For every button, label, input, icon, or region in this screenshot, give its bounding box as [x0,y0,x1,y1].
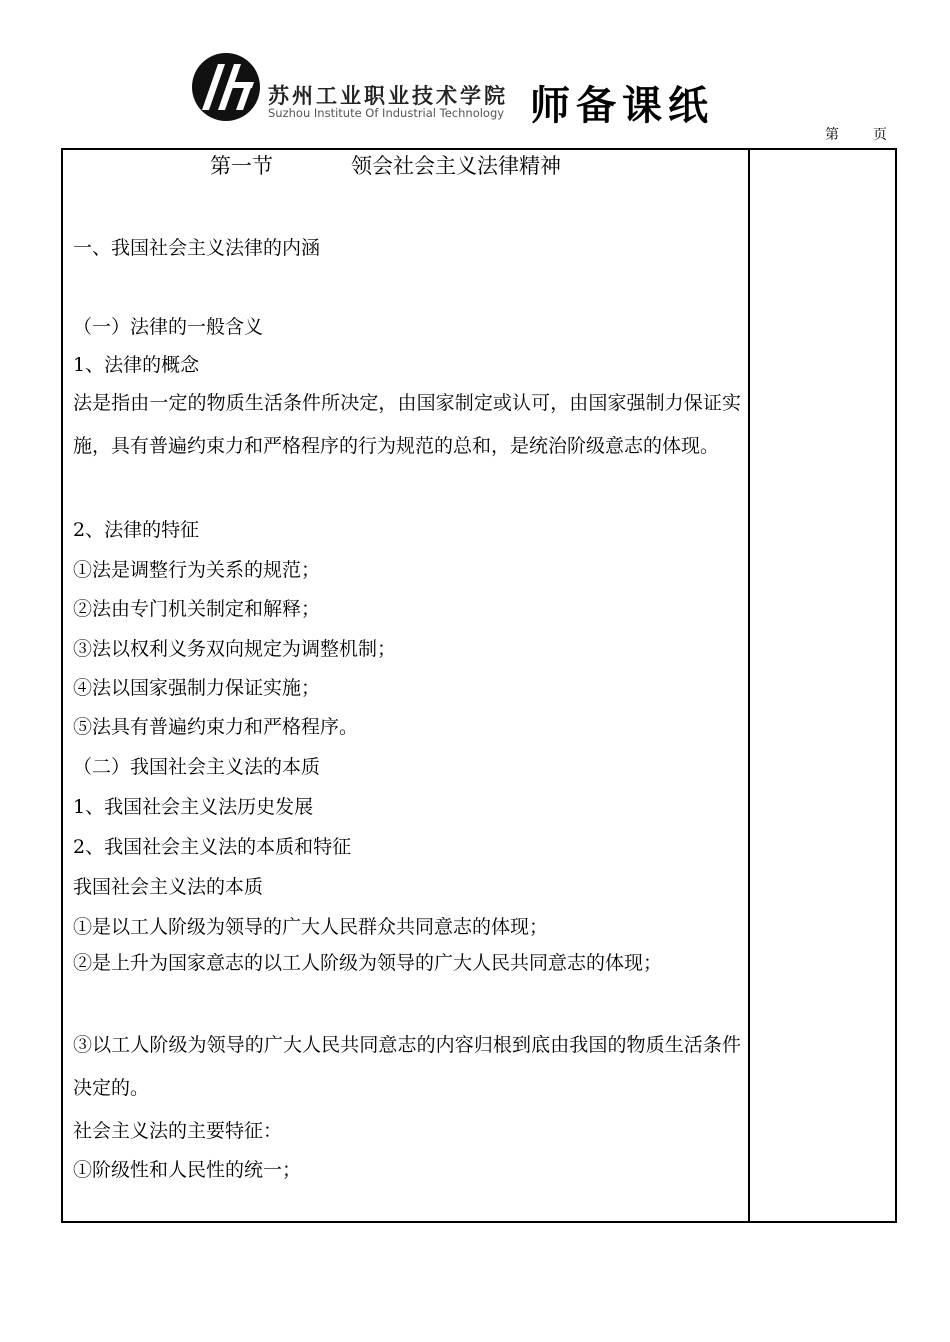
essence-point: ①是以工人阶级为领导的广大人民群众共同意志的体现； [73,916,549,938]
school-name-en: Suzhou Institute Of Industrial Technology [268,106,505,120]
section-title: 领会社会主义法律精神 [351,154,561,178]
page-number-prefix: 第 [825,127,839,143]
school-logo-icon [188,52,264,122]
trait-item: ①阶级性和人民性的统一； [73,1159,302,1181]
page-header [0,0,950,145]
traits-label: 社会主义法的主要特征： [73,1120,283,1142]
essence-point: ③以工人阶级为领导的广大人民共同意志的内容归根到底由我国的物质生活条件决定的。 [73,1034,741,1099]
feature-item: ②法由专门机关制定和解释； [73,598,321,620]
paper-title: 师备课纸 [530,83,714,129]
essence-label: 我国社会主义法的本质 [73,876,264,898]
item-features: 2、法律的特征 [73,519,200,541]
definition-paragraph: 法是指由一定的物质生活条件所决定，由国家制定或认可，由国家强制力保证实施，具有普遍约束力和严格程序的行为规范的总和，是统治阶级意志的体现。 [73,392,741,457]
item-concept: 1、法律的概念 [73,354,200,376]
heading-1: 一、我国社会主义法律的内涵 [73,237,321,259]
item-history: 1、我国社会主义法历史发展 [73,796,314,818]
table-column-divider [748,148,750,1223]
feature-item: ③法以权利义务双向规定为调整机制； [73,638,397,660]
item-essence: 2、我国社会主义法的本质和特征 [73,836,352,858]
school-name-cn: 苏州工业职业技术学院 [268,84,508,108]
feature-item: ⑤法具有普遍约束力和严格程序。 [73,716,359,738]
subheading-1: （一）法律的一般含义 [73,316,264,338]
page-number-suffix: 页 [873,127,887,143]
subheading-2: （二）我国社会主义法的本质 [73,756,321,778]
section-number: 第一节 [210,154,273,178]
feature-item: ①法是调整行为关系的规范； [73,559,321,581]
feature-item: ④法以国家强制力保证实施； [73,677,321,699]
essence-point: ②是上升为国家意志的以工人阶级为领导的广大人民共同意志的体现； [73,952,663,974]
